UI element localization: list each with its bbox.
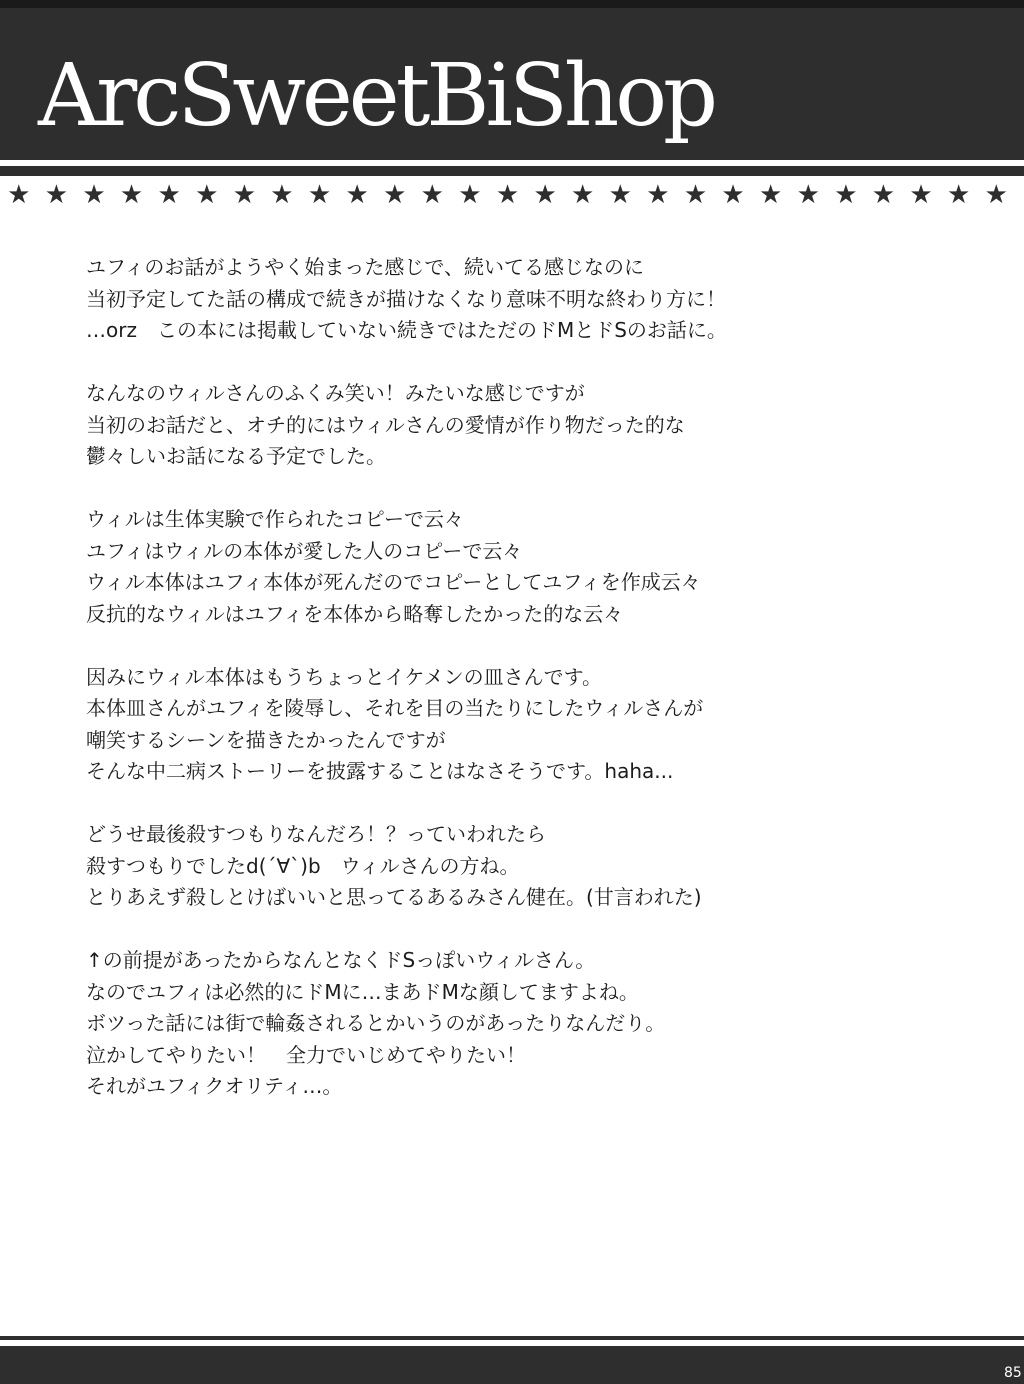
paragraph xyxy=(86,504,986,630)
star-icon: ★ xyxy=(195,180,219,210)
text-line: なんなのウィルさんのふくみ笑い！みたいな感じですが xyxy=(86,381,585,405)
text-line: ボツった話には街で輪姦されるとかいうのがあったりなんだり。 xyxy=(86,1011,666,1035)
text-line: 当初のお話だと、オチ的にはウィルさんの愛情が作り物だった的な xyxy=(86,412,685,437)
star-icon: ★ xyxy=(533,180,557,210)
star-icon: ★ xyxy=(307,180,332,210)
text-line: 本体皿さんがユフィを陵辱し、それを目の当たりにしたウィルさんが xyxy=(86,696,704,720)
star-icon: ★ xyxy=(232,180,257,210)
footer-thin-rule xyxy=(0,1336,1024,1340)
star-icon: ★ xyxy=(909,180,933,210)
text-line: 殺すつもりでしたd(´∀`)b ウィルさんの方ね。 xyxy=(86,853,520,878)
star-icon: ★ xyxy=(270,180,294,210)
star-icon: ★ xyxy=(759,180,783,210)
star-icon: ★ xyxy=(458,180,482,210)
star-icon: ★ xyxy=(683,180,708,210)
text-line: なのでユフィは必然的にドMに…まあドMな顔してますよね。 xyxy=(86,979,639,1004)
star-icon: ★ xyxy=(796,180,820,210)
header-banner xyxy=(0,0,1024,160)
star-icon: ★ xyxy=(82,180,106,210)
text-line: ↑の前提があったからなんとなくドSっぽいウィルさん。 xyxy=(86,948,596,972)
text-line: 当初予定してた話の構成で続きが描けなくなり意味不明な終わり方に！ xyxy=(86,286,726,311)
star-icon: ★ xyxy=(157,180,181,210)
afterword-text xyxy=(86,252,986,1103)
star-icon: ★ xyxy=(608,180,632,210)
text-line: 嘲笑するシーンを描きたかったんですが xyxy=(86,727,446,752)
text-line: 因みにウィル本体はもうちょっとイケメンの皿さんです。 xyxy=(86,664,602,689)
star-icon: ★ xyxy=(7,180,31,210)
star-icon: ★ xyxy=(646,180,670,210)
text-line: ユフィはウィルの本体が愛した人のコピーで云々 xyxy=(86,538,523,563)
star-icon: ★ xyxy=(834,180,858,210)
text-line: 鬱々しいお話になる予定でした。 xyxy=(86,444,386,468)
paragraph xyxy=(86,378,986,473)
text-line: 反抗的なウィルはユフィを本体から略奪したかった的な云々 xyxy=(86,601,624,626)
star-icon: ★ xyxy=(420,180,444,210)
page-title: ArcSweetBiShop xyxy=(38,46,715,146)
text-line: ユフィのお話がようやく始まった感じで、続いてる感じなのに xyxy=(86,255,644,279)
header-divider-band xyxy=(0,166,1024,176)
paragraph xyxy=(86,252,986,347)
text-line: とりあえず殺しとけばいいと思ってるあるみさん健在。(甘言われた) xyxy=(86,885,702,909)
star-icon: ★ xyxy=(871,180,896,210)
page-number: 85 xyxy=(1004,1365,1022,1381)
star-icon: ★ xyxy=(571,180,595,210)
text-line: ウィルは生体実験で作られたコピーで云々 xyxy=(86,507,464,531)
paragraph xyxy=(86,662,986,788)
text-line: そんな中二病ストーリーを披露することはなさそうです。haha... xyxy=(86,759,674,783)
star-icon: ★ xyxy=(495,180,520,210)
paragraph xyxy=(86,945,986,1103)
text-line: …orz この本には掲載していない続きではただのドMとドSのお話に。 xyxy=(86,318,727,342)
star-icon: ★ xyxy=(119,180,144,210)
text-line: どうせ最後殺すつもりなんだろ！？っていわれたら xyxy=(86,822,546,846)
header-top-rule xyxy=(0,0,1024,8)
star-icon: ★ xyxy=(44,180,69,210)
star-icon: ★ xyxy=(721,180,745,210)
star-icon: ★ xyxy=(345,180,369,210)
paragraph xyxy=(86,819,986,914)
star-border-row xyxy=(0,180,1024,210)
star-icon: ★ xyxy=(383,180,407,210)
star-icon: ★ xyxy=(946,180,971,210)
text-line: それがユフィクオリティ…。 xyxy=(86,1074,343,1098)
footer-band xyxy=(0,1346,1024,1384)
text-line: ウィル本体はユフィ本体が死んだのでコピーとしてユフィを作成云々 xyxy=(86,570,701,594)
star-icon: ★ xyxy=(984,180,1008,210)
text-line: 泣かしてやりたい！ 全力でいじめてやりたい！ xyxy=(86,1042,526,1067)
